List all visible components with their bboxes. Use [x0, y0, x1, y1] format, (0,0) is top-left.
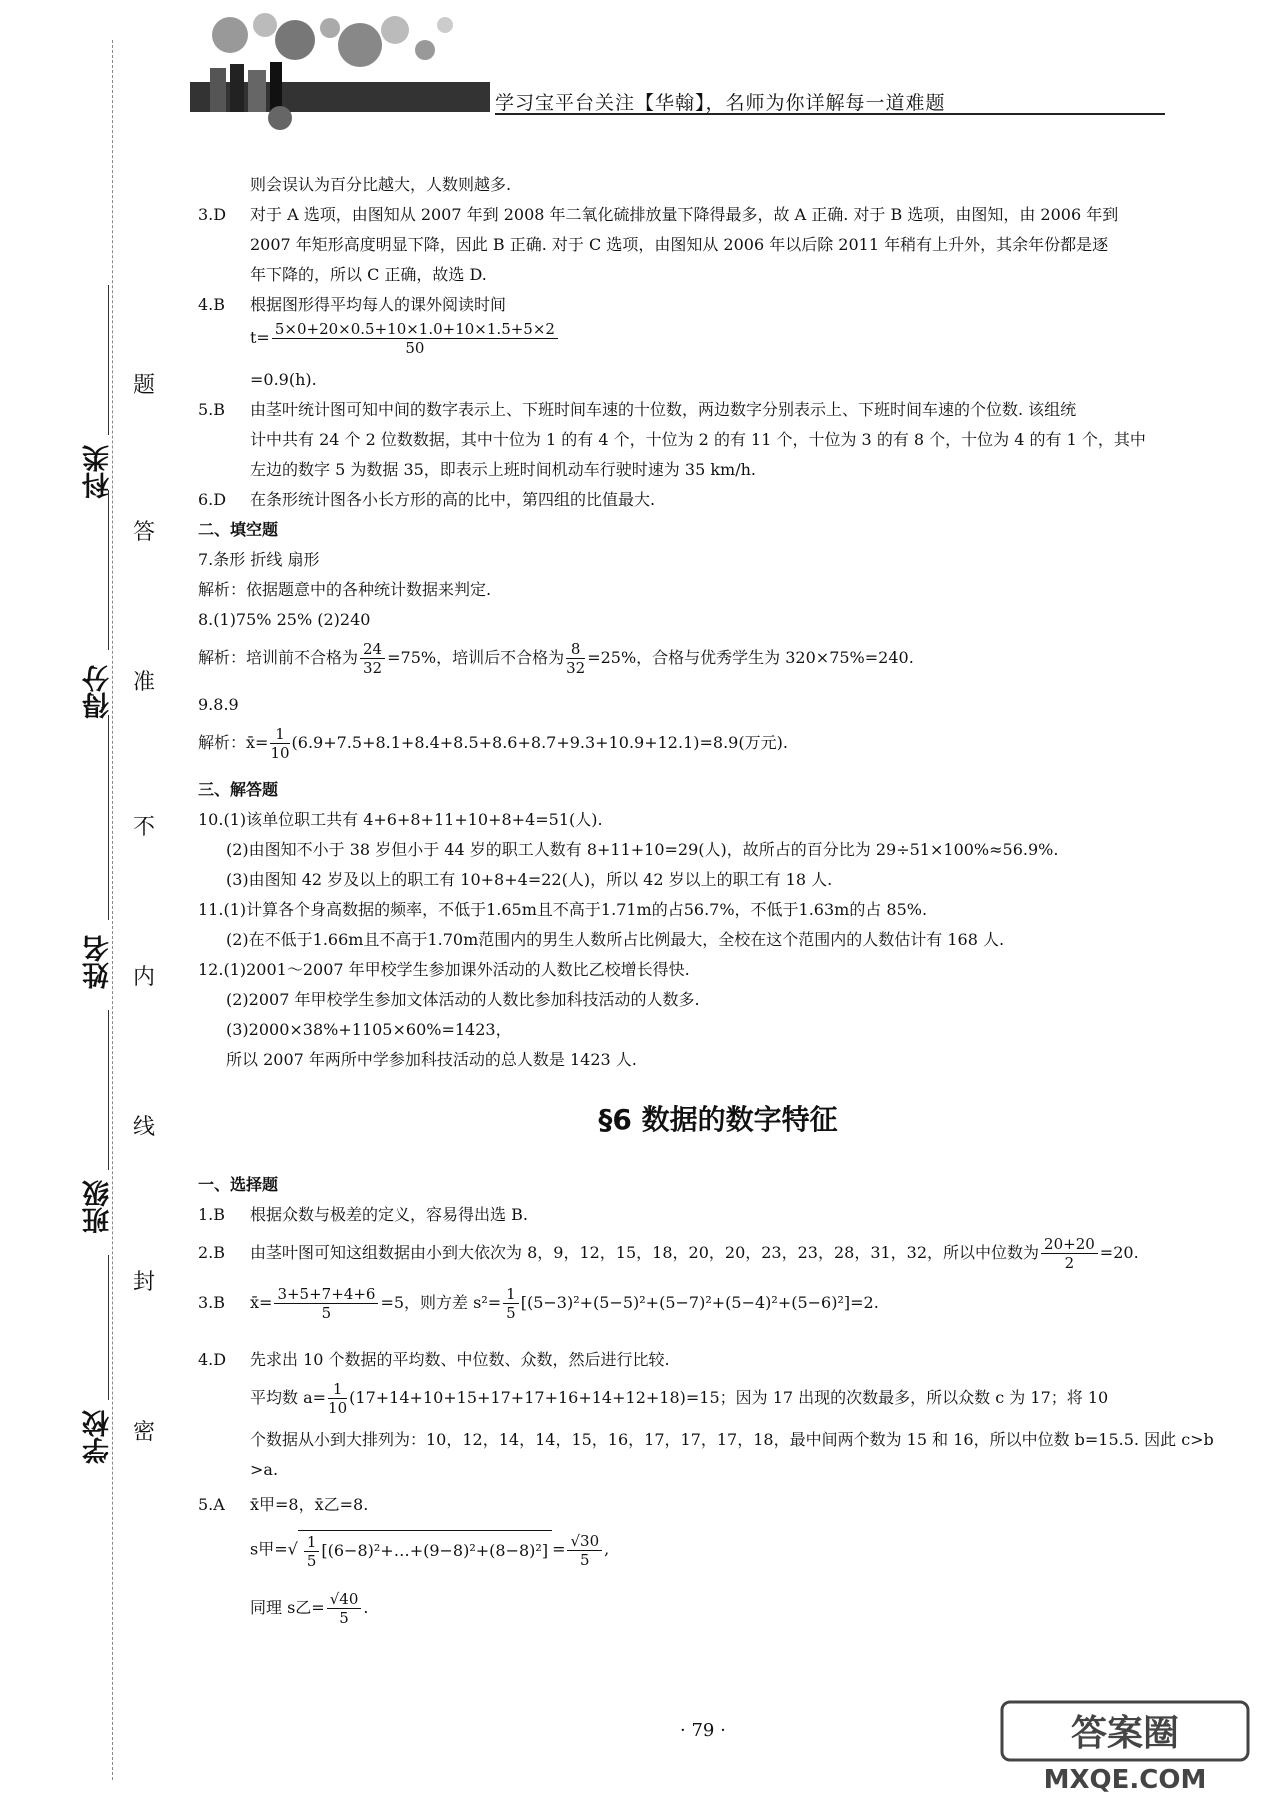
page-number: · 79 ·: [680, 1720, 726, 1741]
answer-10-part: (3)由图知 42 岁及以上的职工有 10+8+4=22(人)，所以 42 岁以上的职工有 18 人.: [226, 870, 833, 889]
answer-8: 8.(1)75% 25% (2)240: [198, 610, 371, 629]
answer-11: 11.(1)计算各个身高数据的频率，不低于1.65m且不高于1.71m的占56.7%，不低于1.63m的占 85%.: [198, 900, 928, 919]
section-heading-choice: 一、选择题: [198, 1175, 279, 1194]
header-decoration-graphic: [190, 10, 490, 140]
header-slogan: 学习宝平台关注【华翰】，名师为你详解每一道难题: [495, 92, 946, 114]
section-heading-fill: 二、填空题: [198, 520, 279, 539]
answer-7-explanation: 解析：依据题意中的各种统计数据来判定.: [198, 580, 492, 599]
answer-4-formula: t= $\frac{5\times 0+20\times 0.5+10\times 1.0+10\times 1.5+5\times 2}{50}$: [250, 320, 560, 357]
s6-answer-4-line: 个数据从小到大排列为：10，12，14，14，15，16，17，17，17，18，最中间两个数为 15 和 16，所以中位数 b=15.5. 因此 c>b: [250, 1430, 1214, 1449]
seal-char-2: 答: [132, 520, 155, 545]
continued-line: 则会误认为百分比越大，人数则越多.: [250, 175, 512, 194]
seal-char-4: 不: [132, 815, 155, 840]
answer-12-part: (3)2000×38%+1105×60%=1423，: [226, 1020, 512, 1039]
seal-char-8: 密: [132, 1420, 155, 1445]
s6-answer-5: 5.A x̄甲=8，x̄乙=8.: [198, 1495, 369, 1514]
s6-answer-4-mean: 平均数 a= $\frac{1}{10}$ (17+14+10+15+17+17+16+14+12+18)=15；因为 17 出现的次数最多，所以众数 c 为 17；将 10: [250, 1380, 1109, 1417]
section-heading-solve: 三、解答题: [198, 780, 279, 799]
binding-line: [112, 40, 114, 1780]
answer-3: 3.D 对于 A 选项，由图知从 2007 年到 2008 年二氧化硫排放量下降得最多，故 A 正确. 对于 B 选项，由图知，由 2006 年到: [198, 205, 1119, 224]
answer-8-explanation: 解析：培训前不合格为 $\frac{24}{32}$ =75%，培训后不合格为 $\frac{8}{32}$ =25%，合格与优秀学生为 320×75%=240.: [198, 640, 914, 677]
answer-6: 6.D 在条形统计图各小长方形的高的比中，第四组的比值最大.: [198, 490, 656, 509]
s6-answer-5-std: s甲=√ $\frac{1}{5}$ [(6−8)²+…+(9−8)²+(8−8)²] = $\frac{√30}{5}$ ,: [250, 1531, 610, 1570]
answer-12-conclusion: 所以 2007 年两所中学参加科技活动的总人数是 1423 人.: [226, 1050, 637, 1069]
answer-10-part: (2)由图知不小于 38 岁但小于 44 岁的职工人数有 8+11+10=29(人)，故所占的百分比为 29÷51×100%≈56.9%.: [226, 840, 1059, 859]
answer-9-explanation: 解析：x̄= $\frac{1}{10}$ (6.9+7.5+8.1+8.4+8.5+8.6+8.7+9.3+10.9+12.1)=8.9(万元).: [198, 725, 788, 762]
watermark-logo: [1000, 1700, 1250, 1795]
s6-answer-1: 1.B 根据众数与极差的定义，容易得出选 B.: [198, 1205, 528, 1224]
side-blank-score: [108, 490, 110, 650]
s6-answer-2: 2.B 由茎叶图可知这组数据由小到大依次为 8，9，12，15，18，20，20，23，23，28，31，32，所以中位数为 $\frac{20+20}{2}$ =20.: [198, 1235, 1139, 1272]
seal-char-5: 内: [132, 965, 155, 990]
s6-answer-5-same: 同理 s乙= $\frac{√40}{5}$ .: [250, 1590, 369, 1627]
side-field-subject: 科类: [83, 445, 114, 499]
s6-answer-3: 3.B x̄= $\frac{3+5+7+4+6}{5}$ =5，则方差 s²= $\frac{1}{5}$ [(5−3)²+(5−5)²+(5−7)²+(5−4)²+(5−6)²]=2.: [198, 1285, 879, 1322]
answer-5-line: 左边的数字 5 为数据 35，即表示上班时间机动车行驶时速为 35 km/h.: [250, 460, 756, 479]
answer-5: 5.B 由茎叶统计图可知中间的数字表示上、下班时间车速的十位数，两边数字分别表示上、下班时间车速的个位数. 该组统: [198, 400, 1077, 419]
header-rule: [495, 113, 1165, 115]
seal-char-6: 线: [132, 1115, 155, 1140]
answer-7: 7.条形 折线 扇形: [198, 550, 320, 569]
answer-12-part: (2)2007 年甲校学生参加文体活动的人数比参加科技活动的人数多.: [226, 990, 700, 1009]
answer-11-part: (2)在不低于1.66m且不高于1.70m范围内的男生人数所占比例最大，全校在这个范围内的人数估计有 168 人.: [226, 930, 1005, 949]
answer-4: 4.B 根据图形得平均每人的课外阅读时间: [198, 295, 507, 314]
seal-char-1: 题: [132, 373, 155, 398]
side-blank-class: [108, 1010, 110, 1170]
side-field-name: 姓名: [83, 935, 114, 989]
answer-4-result: =0.9(h).: [250, 370, 317, 389]
side-field-score: 得分: [83, 665, 114, 719]
answer-5-line: 计中共有 24 个 2 位数数据，其中十位为 1 的有 4 个，十位为 2 的有 11 个，十位为 3 的有 8 个，十位为 4 的有 1 个，其中: [250, 430, 1146, 449]
side-blank-school: [108, 1255, 110, 1400]
section-title: §6 数据的数字特征: [598, 1103, 838, 1136]
answer-3-line: 2007 年矩形高度明显下降，因此 B 正确. 对于 C 选项，由图知从 2006 年以后除 2011 年稍有上升外，其余年份都是逐: [250, 235, 1109, 254]
watermark-top-text: 答案圈: [1070, 1713, 1180, 1754]
s6-answer-4-line: >a.: [250, 1460, 279, 1479]
side-field-class: 班级: [83, 1180, 114, 1234]
watermark-bottom-text: MXQE.COM: [1043, 1765, 1207, 1795]
side-blank-subject: [108, 285, 110, 435]
s6-answer-4: 4.D 先求出 10 个数据的平均数、中位数、众数，然后进行比较.: [198, 1350, 670, 1369]
answer-3-line: 年下降的，所以 C 正确，故选 D.: [250, 265, 487, 284]
side-field-school: 学校: [83, 1410, 114, 1464]
answer-10: 10.(1)该单位职工共有 4+6+8+11+10+8+4=51(人).: [198, 810, 603, 829]
side-blank-name: [108, 715, 110, 920]
answer-12: 12.(1)2001～2007 年甲校学生参加课外活动的人数比乙校增长得快.: [198, 960, 690, 979]
answer-9: 9.8.9: [198, 695, 239, 714]
seal-char-3: 准: [132, 670, 155, 695]
seal-char-7: 封: [132, 1270, 155, 1295]
